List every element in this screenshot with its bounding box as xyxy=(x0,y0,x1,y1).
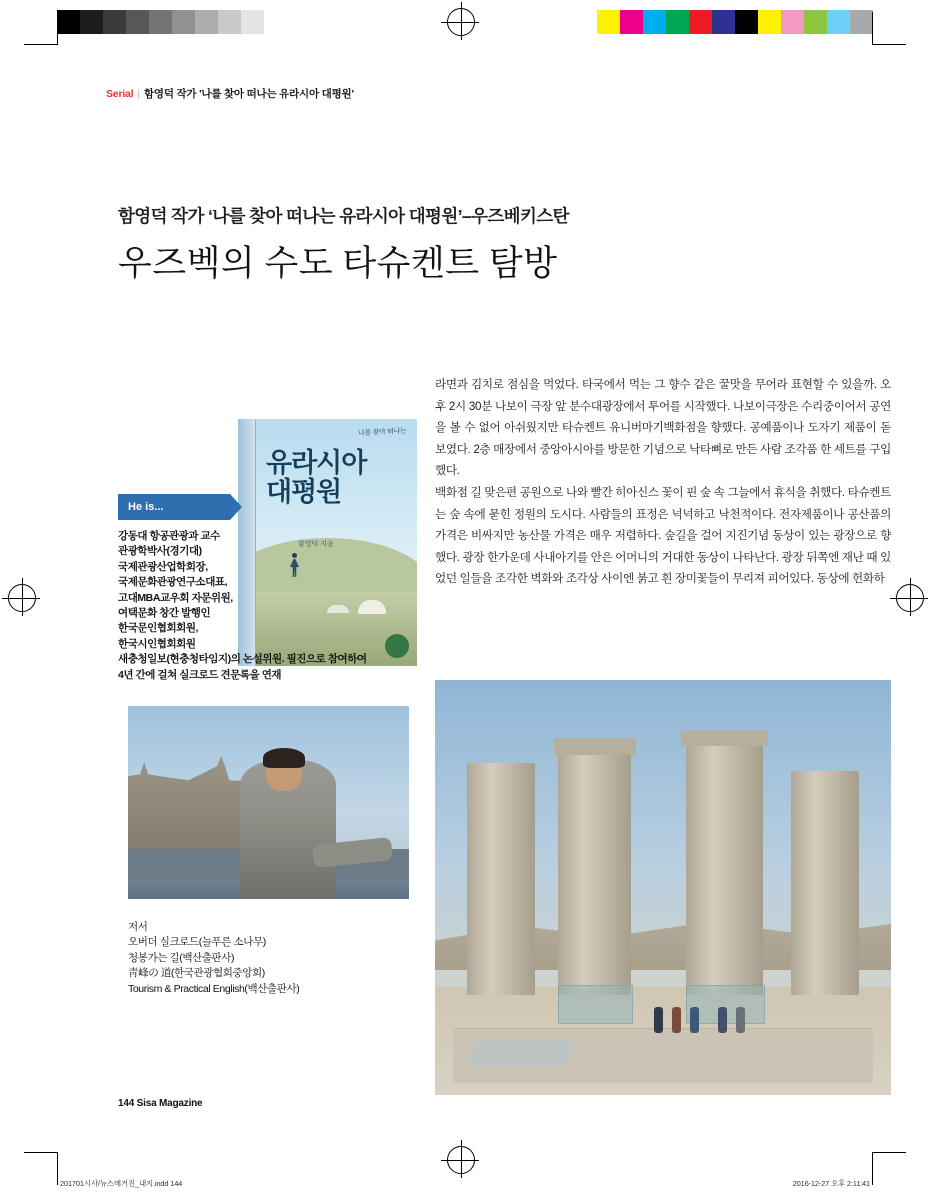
glass-support-panel xyxy=(558,985,633,1024)
profile-line: 한국문인협회회원, xyxy=(118,622,199,635)
book-cover-top-small-text: 나를 찾아 떠나는 xyxy=(358,427,408,438)
tourist-figure xyxy=(736,1007,745,1033)
book-cover-title-line2: 대평원 xyxy=(266,477,342,508)
profile-line: 국제문화관광연구소대표, xyxy=(118,576,228,589)
stone-pillar xyxy=(686,738,764,995)
profile-line: 강동대 항공관광과 교수 xyxy=(118,530,220,542)
profile-line: 새충청일보(현충청타임지)의 논설위원. 필진으로 참여하여 xyxy=(118,653,367,666)
page-number-footer: 144 Sisa Magazine xyxy=(118,1098,203,1109)
profile-badge-label: He is... xyxy=(128,501,164,513)
serial-divider: | xyxy=(137,88,140,100)
stone-pillar xyxy=(558,746,631,995)
profile-line: 한국시인협회회원 xyxy=(118,637,196,650)
profile-line: 고대MBA교우회 자문위원, xyxy=(118,591,233,604)
profile-credentials-list xyxy=(118,529,438,683)
profile-line: 여택문화 창간 발행인 xyxy=(118,607,211,620)
book-cover-title-line1: 유라시아 xyxy=(266,448,367,478)
book-item: Tourism & Practical English(백산출판사) xyxy=(128,982,300,995)
books-caption-heading: 저서 xyxy=(128,921,148,933)
fallen-stone-slab xyxy=(467,1041,575,1066)
tourist-figure xyxy=(672,1007,681,1033)
book-item: 靑峰の 道(한국관광협회중앙회) xyxy=(128,967,265,980)
serial-label: Serial xyxy=(106,88,134,100)
article-kicker: 함영덕 작가 ‘나를 찾아 떠나는 유라시아 대평원’–우즈베키스탄 xyxy=(118,206,569,226)
portrait-person-hair xyxy=(263,748,305,767)
profile-badge xyxy=(118,494,230,520)
tourist-figure xyxy=(690,1007,699,1033)
tourist-figure xyxy=(718,1007,727,1033)
book-item: 오버더 실크로드(늘푸른 소나무) xyxy=(128,936,266,949)
serial-header xyxy=(106,86,354,101)
stone-pillar xyxy=(791,771,859,995)
pillar-cap xyxy=(681,730,768,747)
body-paragraph: 라면과 김치로 점심을 먹었다. 타국에서 먹는 그 향수 같은 꿀맛을 무어라 표현할 수 있을까. 오후 2시 30분 나보이 극장 앞 분수대광장에서 투어를 시작했다. 나보이극장은 수리중이어서 공연을 볼 수 없어 아쉬웠지만 타슈켄트 유니버마기백화점을 향했다. 공예품이나 도자기 제품이 돋보였다. 2층 매장에서 중앙아시아를 방문한 기념으로 낙타뼈로 만든 사람 조각품 한 세트를 구입했다. xyxy=(435,378,891,478)
body-paragraph: 백화점 길 맞은편 공원으로 나와 빨간 히아신스 꽃이 핀 숲 속 그늘에서 휴식을 취했다. 타슈켄트는 숲 속에 묻힌 정원의 도시다. 사람들의 표정은 넉넉하고 낙천적이다. 전자제품이나 공산품의 가격은 비싸지만 농산물 가격은 매우 저렴하다. 숲길을 걸어 지진기념 동상이 있는 광장으로 향했다. 광장 한가운데 사내아기를 안은 어머니의 거대한 동상이 나타난다. 광장 뒤쪽엔 재난 때 있었던 일들을 조각한 벽화와 조각상 사이엔 붉고 흰 장미꽃들이 무리져 피어있다. 동상에 헌화하 xyxy=(435,485,891,586)
print-timestamp: 2016-12-27 오후 2:11:41 xyxy=(792,1179,870,1188)
article-body xyxy=(435,374,891,590)
book-cover-title xyxy=(266,449,366,507)
serial-subtitle: 함영덕 작가 '나를 찾아 떠나는 유라시아 대평원' xyxy=(143,88,354,100)
pillar-cap xyxy=(554,738,636,755)
published-books-caption xyxy=(128,920,448,997)
main-travel-photo xyxy=(435,680,891,1095)
page-title: 우즈벡의 수도 타슈켄트 탐방 xyxy=(118,244,558,283)
profile-line: 국제관광산업학회장, xyxy=(118,560,208,573)
print-file-info: 201701시사/뉴스매거진_내지.indd 144 xyxy=(60,1179,183,1188)
stone-pillar xyxy=(467,763,535,995)
profile-line: 관광학박사(경기대) xyxy=(118,545,202,558)
book-cover-author: 함영덕 지음 xyxy=(298,541,334,548)
profile-line: 4년 간에 걸쳐 실크로드 견문록을 연재 xyxy=(118,668,282,681)
book-item: 청봉가는 길(백산출판사) xyxy=(128,951,235,964)
tourist-figure xyxy=(654,1007,663,1033)
author-portrait-photo xyxy=(128,706,409,899)
